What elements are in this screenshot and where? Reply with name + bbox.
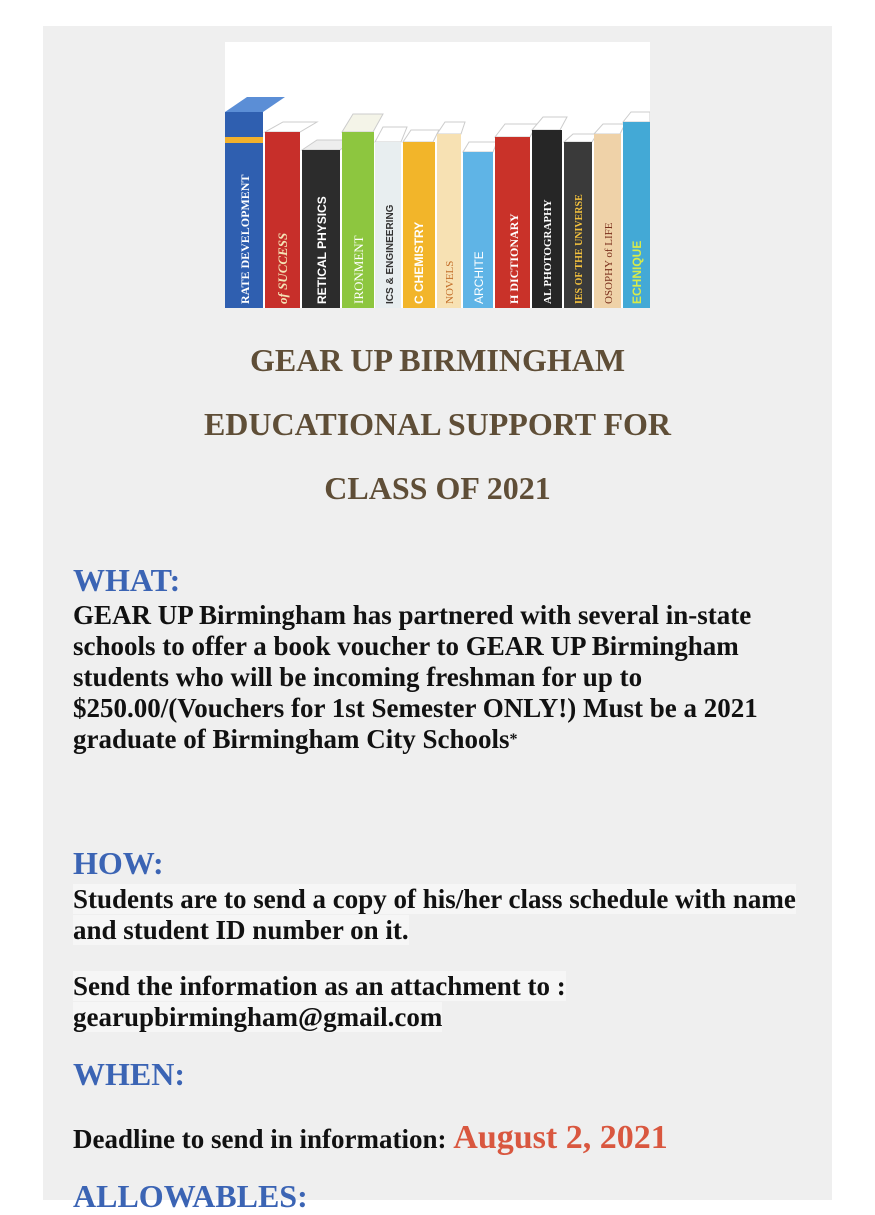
books-image <box>225 42 650 308</box>
how-email-text: Send the information as an attachment to : gearupbirmingham@gmail.com <box>73 971 566 1032</box>
book-title: IRONMENT <box>351 235 366 304</box>
book-title: NOVELS <box>444 260 456 304</box>
book-top <box>225 97 285 112</box>
book-title: H DICTIONARY <box>507 213 521 304</box>
deadline-date: August 2, 2021 <box>453 1119 668 1156</box>
title-line-1: GEAR UP BIRMINGHAM <box>249 342 626 378</box>
what-heading: WHAT: <box>73 562 181 598</box>
book-title: OSOPHY of LIFE <box>603 222 615 304</box>
book-title: IES OF THE UNIVERSE <box>574 194 585 304</box>
deadline-label: Deadline to send in information: <box>73 1124 447 1154</box>
book-title: C CHEMISTRY <box>412 221 426 304</box>
book-title: ECHNIQUE <box>630 240 644 304</box>
title-line-2: EDUCATIONAL SUPPORT FOR <box>203 406 672 442</box>
book-title: of SUCCESS <box>275 232 290 304</box>
book-title: AL PHOTOGRAPHY <box>542 199 554 304</box>
how-text <box>73 884 798 946</box>
book-title: ARCHITE <box>472 251 486 304</box>
how-send-info <box>73 971 713 1033</box>
how-instructions: Students are to send a copy of his/her class schedule with name and student ID number on it. <box>73 884 796 945</box>
asterisk: * <box>509 731 518 748</box>
what-body: GEAR UP Birmingham has partnered with several in-state schools to offer a book voucher to GEAR UP Birmingham students who will be incoming freshman for up to $250.00/(Vouchers for 1st Semester ONLY!) Must be a 2021 graduate of Birmingham City Schools <box>73 600 758 754</box>
when-heading: WHEN: <box>73 1056 185 1092</box>
title-line-3: CLASS OF 2021 <box>324 470 551 506</box>
what-text <box>73 600 793 755</box>
books-illustration <box>225 42 650 308</box>
book-title: RATE DEVELOPMENT <box>238 174 252 304</box>
book-title: RETICAL PHYSICS <box>315 196 329 304</box>
how-heading: HOW: <box>73 845 164 881</box>
allowables-heading: ALLOWABLES: <box>73 1178 308 1214</box>
deadline <box>73 1119 833 1156</box>
book-title: ICS & ENGINEERING <box>385 204 396 304</box>
